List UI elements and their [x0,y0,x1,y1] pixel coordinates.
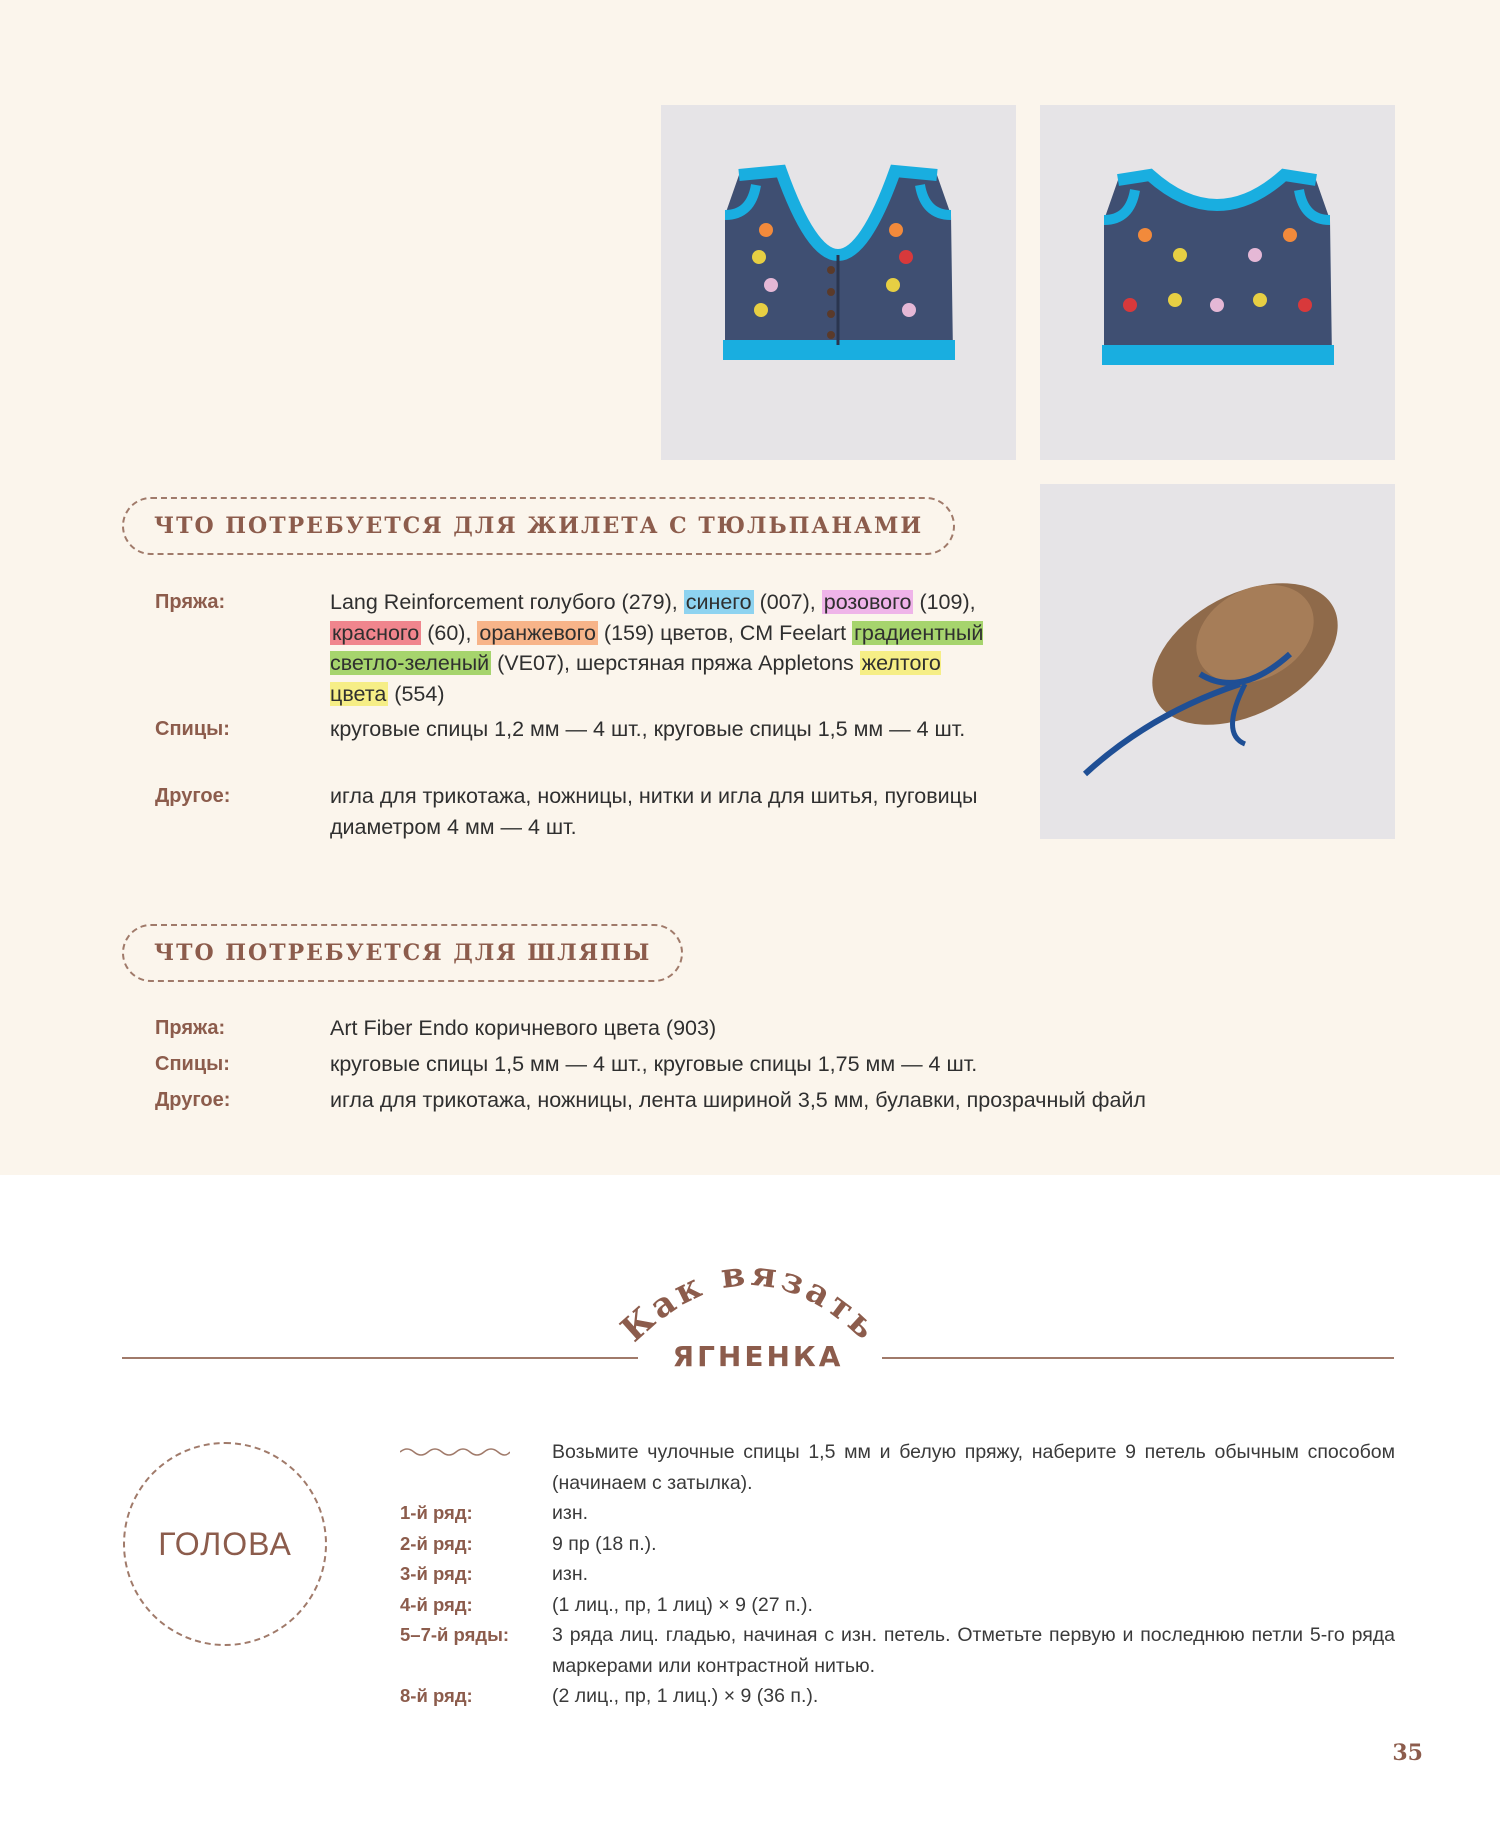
how-to-title-top: Как вязать [613,1253,887,1350]
vest-back-photo [1040,105,1395,460]
hat-needles-row [155,1049,977,1080]
highlight-blue: синего [685,590,752,614]
instruction-row [400,1498,1395,1529]
page-number: 35 [1392,1740,1423,1766]
highlight-orange: оранжевого [479,620,596,645]
row-text: (1 лиц., пр, 1 лиц) × 9 (27 п.). [552,1593,813,1616]
vest-other-text: игла для трикотажа, ножницы, нитки и игла для шитья, пуговицы диаметром 4 мм — 4 шт. [330,784,978,839]
yarn-text-part: (109), [913,590,976,614]
intro-label-spacer [400,1437,552,1498]
vest-needles-text: круговые спицы 1,2 мм — 4 шт., круговые спицы 1,5 мм — 4 шт. [330,717,966,741]
row-text: изн. [552,1502,589,1524]
row-label: 3-й ряд: [400,1563,473,1584]
hat-other-row [155,1085,1146,1116]
instruction-row [400,1559,1395,1590]
hat-needles-label: Спицы: [155,1053,230,1075]
vest-other-label: Другое: [155,785,231,807]
vest-yarn-label: Пряжа: [155,591,226,613]
part-name: ГОЛОВА [158,1525,292,1562]
vest-materials-heading: ЧТО ПОТРЕБУЕТСЯ ДЛЯ ЖИЛЕТА С ТЮЛЬПАНАМИ [122,497,955,555]
vest-other-row [155,781,985,842]
highlight-yellow: желтого цвета [330,651,941,706]
yarn-text-part: (159) цветов, CM Feelart [597,620,853,645]
highlight-red: красного [332,620,420,645]
yarn-text-part: (554) [388,681,445,706]
part-circle [123,1442,327,1646]
vest-yarn-row [155,587,990,709]
yarn-text-part: Lang Reinforcement голубого (279), [330,590,684,614]
part-instructions [400,1437,1395,1712]
svg-text:Как вязать [613,1254,887,1350]
instruction-row [400,1590,1395,1621]
hat-yarn-text: Art Fiber Endo коричневого цвета (903) [330,1016,717,1040]
vest-needles-row [155,714,985,745]
yarn-text-part: (007), [753,590,822,614]
hat-yarn-row [155,1013,716,1044]
row-label: 2-й ряд: [400,1532,473,1554]
highlight-pink: розового [823,590,912,614]
row-label: 1-й ряд: [400,1502,473,1523]
vest-front-photo [661,105,1016,460]
row-text: 3 ряда лиц. гладью, начиная с изн. петель. Отметьте первую и последнюю петли 5-го ряда маркерами или контрастной нитью. [552,1624,1395,1677]
yarn-text-part: (60), [421,620,478,645]
instruction-row [400,1681,1395,1712]
highlight-green: градиентный светло-зеленый [330,620,984,675]
hat-needles-text: круговые спицы 1,5 мм — 4 шт., круговые спицы 1,75 мм — 4 шт. [330,1052,978,1076]
row-text: (2 лиц., пр, 1 лиц.) × 9 (36 п.). [552,1685,819,1707]
instruction-row [400,1529,1395,1560]
how-to-title [0,1248,1500,1378]
hat-materials-heading: ЧТО ПОТРЕБУЕТСЯ ДЛЯ ШЛЯПЫ [122,924,683,982]
vest-needles-label: Спицы: [155,718,230,740]
row-text: 9 пр (18 п.). [552,1532,657,1555]
hat-yarn-label: Пряжа: [155,1017,226,1039]
hat-other-label: Другое: [155,1089,231,1111]
row-label: 4-й ряд: [400,1593,473,1615]
hat-photo [1040,484,1395,839]
hat-other-text: игла для трикотажа, ножницы, лента шириной 3,5 мм, булавки, прозрачный файл [330,1088,1146,1112]
intro-text: Возьмите чулочные спицы 1,5 мм и белую пряжу, наберите 9 петель обычным способом (начинаем с затылка). [552,1441,1395,1494]
instruction-row [400,1620,1395,1681]
row-label: 5–7-й ряды: [400,1624,510,1645]
yarn-text-part: (VE07), шерстяная пряжа Appletons [491,651,860,675]
row-text: изн. [552,1563,589,1585]
row-label: 8-й ряд: [400,1685,473,1706]
intro-row [400,1437,1395,1498]
how-to-title-bottom: ЯГНЕНКА [672,1340,844,1373]
vest-yarn-text [330,587,990,709]
